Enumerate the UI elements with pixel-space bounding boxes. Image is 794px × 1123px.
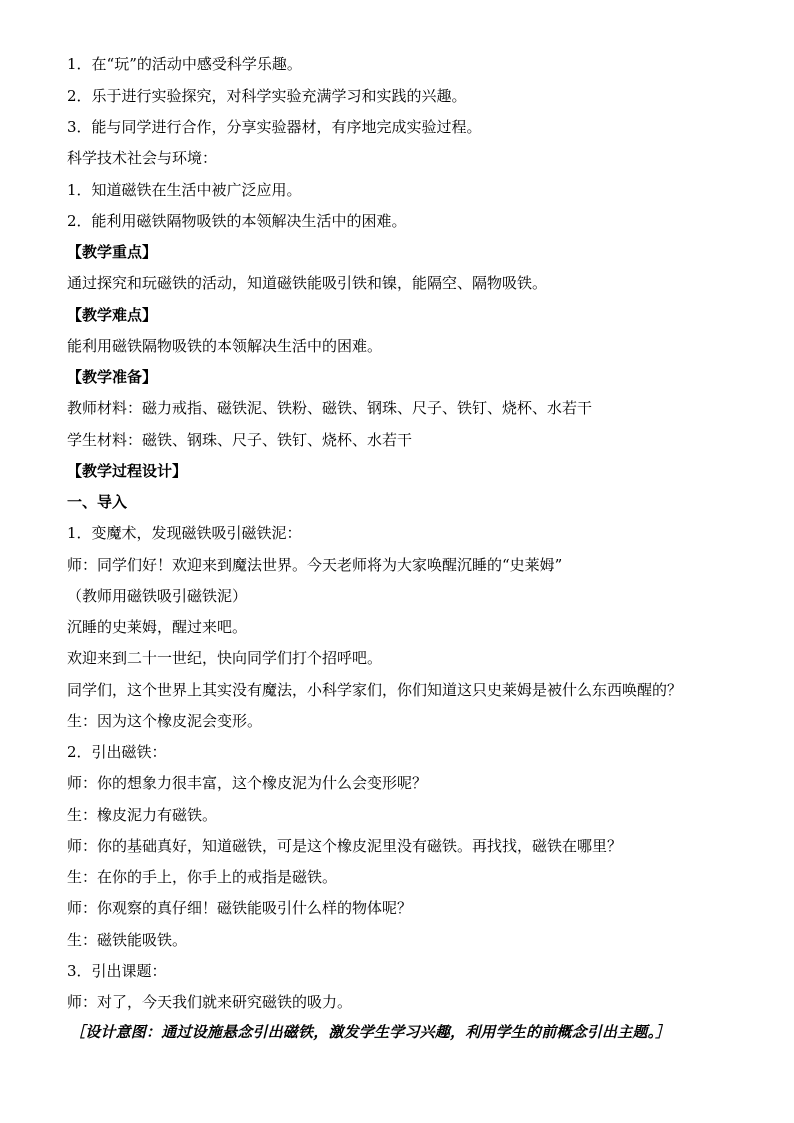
dialogue-line: 生：橡皮泥力有磁铁。 <box>67 806 218 824</box>
student-materials: 学生材料：磁铁、钢珠、尺子、铁钉、烧杯、水若干 <box>67 431 413 449</box>
heading-preparation: 【教学准备】 <box>67 368 158 386</box>
dialogue-line: 生：因为这个橡皮泥会变形。 <box>67 712 263 730</box>
goal-item-2: 2．乐于进行实验探究，对科学实验充满学习和实践的兴趣。 <box>67 87 467 105</box>
dialogue-line: 师：你的基础真好，知道磁铁，可是这个橡皮泥里没有磁铁。再找找，磁铁在哪里？ <box>67 837 623 855</box>
dialogue-line: 师：同学们好！欢迎来到魔法世界。今天老师将为大家唤醒沉睡的“史莱姆” <box>67 556 563 574</box>
dialogue-line: 欢迎来到二十一世纪，快向同学们打个招呼吧。 <box>67 649 383 667</box>
sts-item-1: 1．知道磁铁在生活中被广泛应用。 <box>67 181 302 199</box>
step-1-title: 1．变魔术，发现磁铁吸引磁铁泥： <box>67 524 302 542</box>
goal-item-3: 3．能与同学进行合作，分享实验器材，有序地完成实验过程。 <box>67 118 482 136</box>
stage-note: （教师用磁铁吸引磁铁泥） <box>67 587 248 605</box>
dialogue-line: 生：磁铁能吸铁。 <box>67 931 188 949</box>
step-2-title: 2．引出磁铁： <box>67 743 167 761</box>
heading-difficulties: 【教学难点】 <box>67 306 158 324</box>
heading-key-points: 【教学重点】 <box>67 243 158 261</box>
design-intent-note: ［设计意图：通过设施悬念引出磁铁，激发学生学习兴趣，利用学生的前概念引出主题。］ <box>70 1023 671 1041</box>
dialogue-line: 师：对了，今天我们就来研究磁铁的吸力。 <box>67 993 353 1011</box>
dialogue-line: 师：你观察的真仔细！磁铁能吸引什么样的物体呢？ <box>67 899 413 917</box>
dialogue-line: 同学们，这个世界上其实没有魔法，小科学家们，你们知道这只史莱姆是被什么东西唤醒的？ <box>67 681 683 699</box>
sts-item-2: 2．能利用磁铁隔物吸铁的本领解决生活中的困难。 <box>67 212 407 230</box>
goal-item-1: 1．在“玩”的活动中感受科学乐趣。 <box>67 55 302 73</box>
heading-process-design: 【教学过程设计】 <box>67 462 188 480</box>
teacher-materials: 教师材料：磁力戒指、磁铁泥、铁粉、磁铁、钢珠、尺子、铁钉、烧杯、水若干 <box>67 399 593 417</box>
dialogue-line: 生：在你的手上，你手上的戒指是磁铁。 <box>67 868 338 886</box>
difficulties-text: 能利用磁铁隔物吸铁的本领解决生活中的困难。 <box>67 337 383 355</box>
dialogue-line: 师：你的想象力很丰富，这个橡皮泥为什么会变形呢？ <box>67 774 428 792</box>
dialogue-line: 沉睡的史莱姆，醒过来吧。 <box>67 618 248 636</box>
step-3-title: 3．引出课题： <box>67 962 167 980</box>
section-label-sts: 科学技术社会与环境： <box>67 149 218 167</box>
subheading-introduction: 一、导入 <box>67 493 128 511</box>
key-points-text: 通过探究和玩磁铁的活动，知道磁铁能吸引铁和镍，能隔空、隔物吸铁。 <box>67 274 548 292</box>
